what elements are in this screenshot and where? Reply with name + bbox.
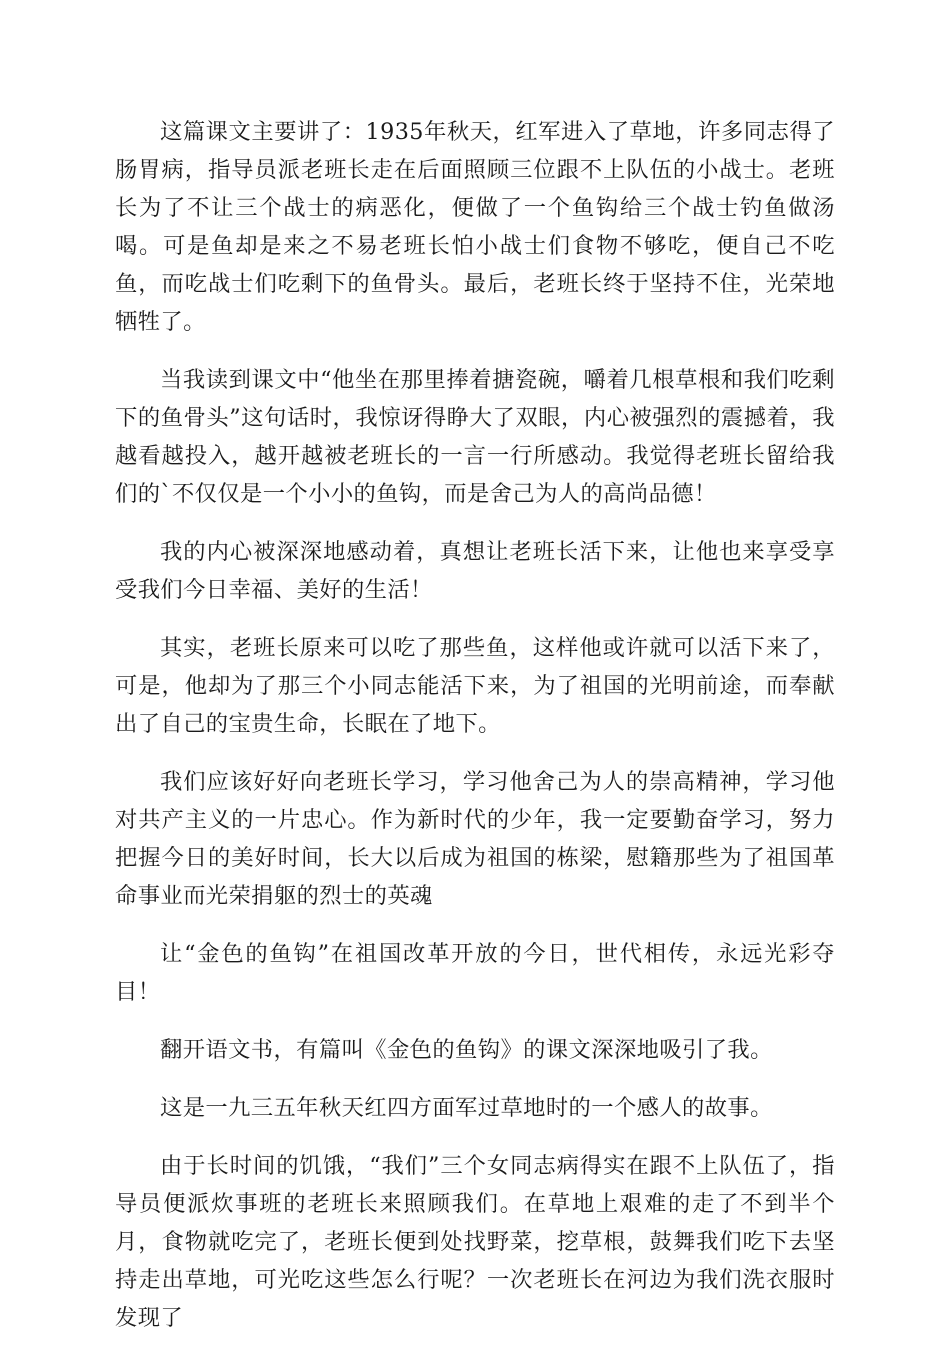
paragraph-reading-reaction: 当我读到课文中“他坐在那里捧着搪瓷碗，嚼着几根草根和我们吃剩下的鱼骨头”这句话时，我惊讶得睁大了双眼，内心被强烈的震撼着，我越看越投入，越开越被老班长的一言一行所感动。我觉得老班长留给我们的`不仅仅是一个小小的鱼钩，而是舍己为人的高尚品德！ — [115, 367, 835, 507]
paragraph-story-intro: 这是一九三五年秋天红四方面军过草地时的一个感人的故事。 — [160, 1095, 773, 1121]
paragraph-textbook: 翻开语文书，有篇叫《金色的鱼钩》的课文深深地吸引了我。 — [160, 1037, 773, 1063]
paragraph-sacrifice: 其实，老班长原来可以吃了那些鱼，这样他或许就可以活下来了，可是，他却为了那三个小同志能活下来，为了祖国的光明前途，而奉献出了自己的宝贵生命，长眠在了地下。 — [115, 635, 835, 737]
paragraph-summary: 这篇课文主要讲了：1935年秋天，红军进入了草地，许多同志得了肠胃病，指导员派老班长走在后面照顾三位跟不上队伍的小战士。老班长为了不让三个战士的病恶化，便做了一个鱼钩给三个战士钓鱼做汤喝。可是鱼却是来之不易老班长怕小战士们食物不够吃，便自己不吃鱼，而吃战士们吃剩下的鱼骨头。最后，老班长终于坚持不住，光荣地牺牲了。 — [115, 119, 835, 335]
paragraph-wish: 我的内心被深深地感动着，真想让老班长活下来，让他也来享受享受我们今日幸福、美好的生活！ — [115, 539, 835, 603]
document-page — [115, 113, 835, 1357]
paragraph-learning: 我们应该好好向老班长学习，学习他舍己为人的崇高精神，学习他对共产主义的一片忠心。作为新时代的少年，我一定要勤奋学习，努力把握今日的美好时间，长大以后成为祖国的栋梁，慰籍那些为了祖国革命事业而光荣捐躯的烈士的英魂 — [115, 769, 835, 909]
paragraph-story-detail: 由于长时间的饥饿，“我们”三个女同志病得实在跟不上队伍了，指导员便派炊事班的老班长来照顾我们。在草地上艰难的走了不到半个月，食物就吃完了，老班长便到处找野菜，挖草根，鼓舞我们吃下去坚持走出草地，可光吃这些怎么行呢？一次老班长在河边为我们洗衣服时发现了 — [115, 1153, 835, 1331]
paragraph-legacy: 让“金色的鱼钩”在祖国改革开放的今日，世代相传，永远光彩夺目！ — [115, 941, 835, 1005]
